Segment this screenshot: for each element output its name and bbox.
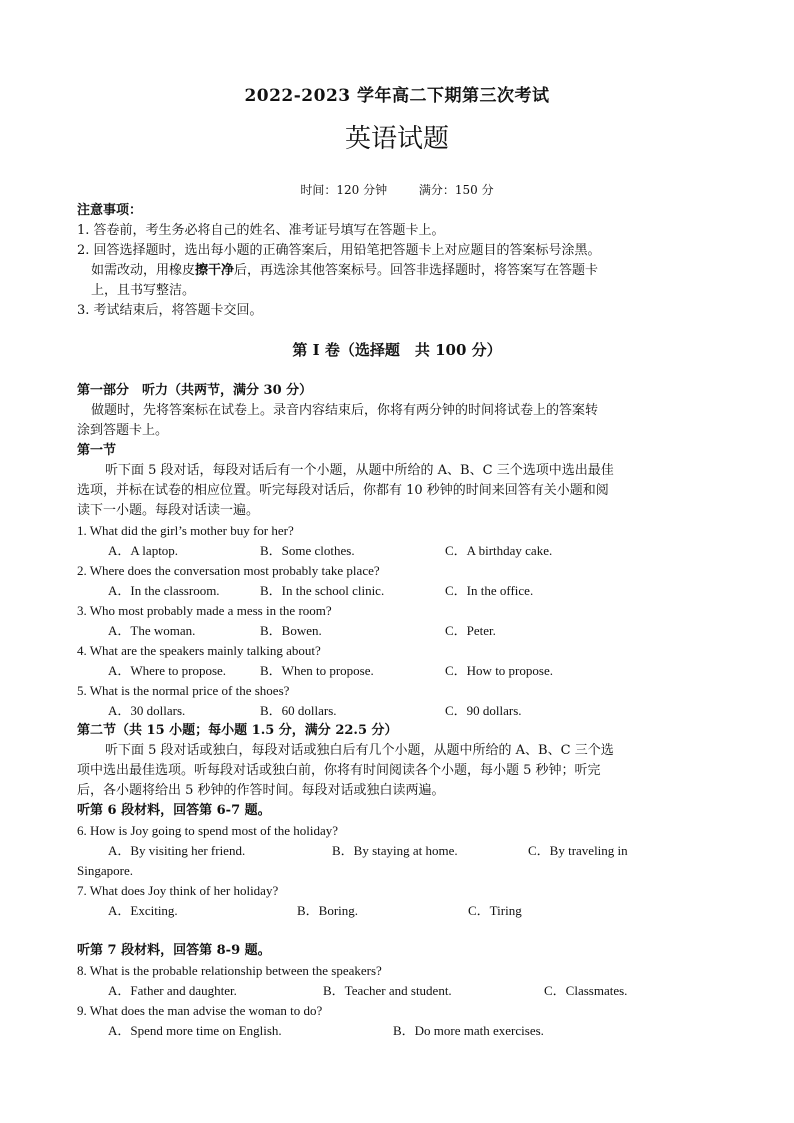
q6-option-a: A．By visiting her friend. xyxy=(108,843,246,858)
section1-heading: 第一节 xyxy=(77,443,117,458)
section2-line-2: 项中选出最佳选项。听每段对话或独白前，你将有时间阅读各个小题，每小题 5 秒钟；听完 xyxy=(77,763,601,778)
section2-heading: 第二节（共 15 小题；每小题 1.5 分，满分 22.5 分） xyxy=(77,723,398,738)
q8-option-c: C．Classmates. xyxy=(544,983,628,998)
exam-time: 时间：120 分钟 xyxy=(300,183,388,197)
q1-option-b: B．Some clothes. xyxy=(260,543,355,558)
q4-option-c: C．How to propose. xyxy=(445,663,553,678)
part1-heading: 第一部分 听力（共两节，满分 30 分） xyxy=(77,383,313,398)
notes-item-2-line-3: 上，且书写整洁。 xyxy=(91,283,196,298)
q8-option-b: B．Teacher and student. xyxy=(323,983,452,998)
question-1: 1. What did the girl’s mother buy for her? xyxy=(77,523,294,538)
notes-item-2-text-c: 后，再选涂其他答案标号。回答非选择题时，将答案写在答题卡 xyxy=(234,263,599,278)
material-7-heading: 听第 7 段材料，回答第 8-9 题。 xyxy=(77,943,271,958)
section2-line-3: 后，各小题将给出 5 秒钟的作答时间。每段对话或独白读两遍。 xyxy=(77,783,445,798)
q4-option-a: A．Where to propose. xyxy=(108,663,227,678)
notes-item-2-emphasis: 擦干净 xyxy=(195,263,235,278)
q1-option-a: A．A laptop. xyxy=(108,543,179,558)
q9-option-b: B．Do more math exercises. xyxy=(393,1023,544,1038)
part1-intro-line-2: 涂到答题卡上。 xyxy=(77,423,169,438)
q5-option-b: B．60 dollars. xyxy=(260,703,337,718)
q5-option-c: C．90 dollars. xyxy=(445,703,522,718)
q3-option-b: B．Bowen. xyxy=(260,623,322,638)
q9-option-a: A．Spend more time on English. xyxy=(108,1023,282,1038)
q6-option-c-continued: Singapore. xyxy=(77,863,133,878)
exam-title: 2022-2023 学年高二下期第三次考试 xyxy=(244,86,550,106)
notes-item-2-line-1: 2. 回答选择题时，选出每小题的正确答案后，用铅笔把答题卡上对应题目的答案标号涂黑。 xyxy=(77,243,601,258)
q7-option-c: C．Tiring xyxy=(468,903,522,918)
question-9: 9. What does the man advise the woman to do? xyxy=(77,1003,323,1018)
question-8: 8. What is the probable relationship between the speakers? xyxy=(77,963,382,978)
section1-line-1: 听下面 5 段对话，每段对话后有一个小题，从题中所给的 A、B、C 三个选项中选出最佳 xyxy=(105,463,614,478)
question-4: 4. What are the speakers mainly talking about? xyxy=(77,643,321,658)
q6-option-c: C．By traveling in xyxy=(528,843,628,858)
q4-option-b: B．When to propose. xyxy=(260,663,374,678)
notes-item-2-text-a: 如需改动，用橡皮 xyxy=(91,263,196,278)
q2-option-b: B．In the school clinic. xyxy=(260,583,385,598)
section1-line-3: 读下一小题。每段对话读一遍。 xyxy=(77,503,260,518)
section1-line-2: 选项，并标在试卷的相应位置。听完每段对话后，你都有 10 秒钟的时间来回答有关小题和阅 xyxy=(77,483,609,498)
section2-line-1: 听下面 5 段对话或独白，每段对话或独白后有几个小题，从题中所给的 A、B、C 三个选 xyxy=(105,743,614,758)
part1-intro-line-1: 做题时，先将答案标在试卷上。录音内容结束后，你将有两分钟的时间将试卷上的答案转 xyxy=(91,403,599,418)
volume-heading: 第 I 卷（选择题 共 100 分） xyxy=(292,341,502,359)
q8-option-a: A．Father and daughter. xyxy=(108,983,237,998)
q2-option-a: A．In the classroom. xyxy=(108,583,220,598)
notes-heading: 注意事项： xyxy=(77,203,143,218)
question-6: 6. How is Joy going to spend most of the holiday? xyxy=(77,823,339,838)
subject-title: 英语试题 xyxy=(344,124,449,154)
question-5: 5. What is the normal price of the shoes? xyxy=(77,683,290,698)
q6-option-b: B．By staying at home. xyxy=(332,843,458,858)
exam-time-score xyxy=(0,180,794,200)
question-7: 7. What does Joy think of her holiday? xyxy=(77,883,279,898)
q7-option-a: A．Exciting. xyxy=(108,903,178,918)
question-3: 3. Who most probably made a mess in the room? xyxy=(77,603,332,618)
q7-option-b: B．Boring. xyxy=(297,903,359,918)
q3-option-c: C．Peter. xyxy=(445,623,496,638)
exam-score: 满分：150 分 xyxy=(418,183,494,197)
q3-option-a: A．The woman. xyxy=(108,623,196,638)
notes-item-3: 3. 考试结束后，将答题卡交回。 xyxy=(77,303,263,318)
q2-option-c: C．In the office. xyxy=(445,583,534,598)
material-6-heading: 听第 6 段材料，回答第 6-7 题。 xyxy=(77,803,271,818)
notes-item-2-line-2 xyxy=(91,261,741,281)
notes-item-1: 1. 答卷前，考生务必将自己的姓名、准考证号填写在答题卡上。 xyxy=(77,223,445,238)
q1-option-c: C．A birthday cake. xyxy=(445,543,553,558)
q5-option-a: A．30 dollars. xyxy=(108,703,186,718)
question-2: 2. Where does the conversation most probably take place? xyxy=(77,563,380,578)
